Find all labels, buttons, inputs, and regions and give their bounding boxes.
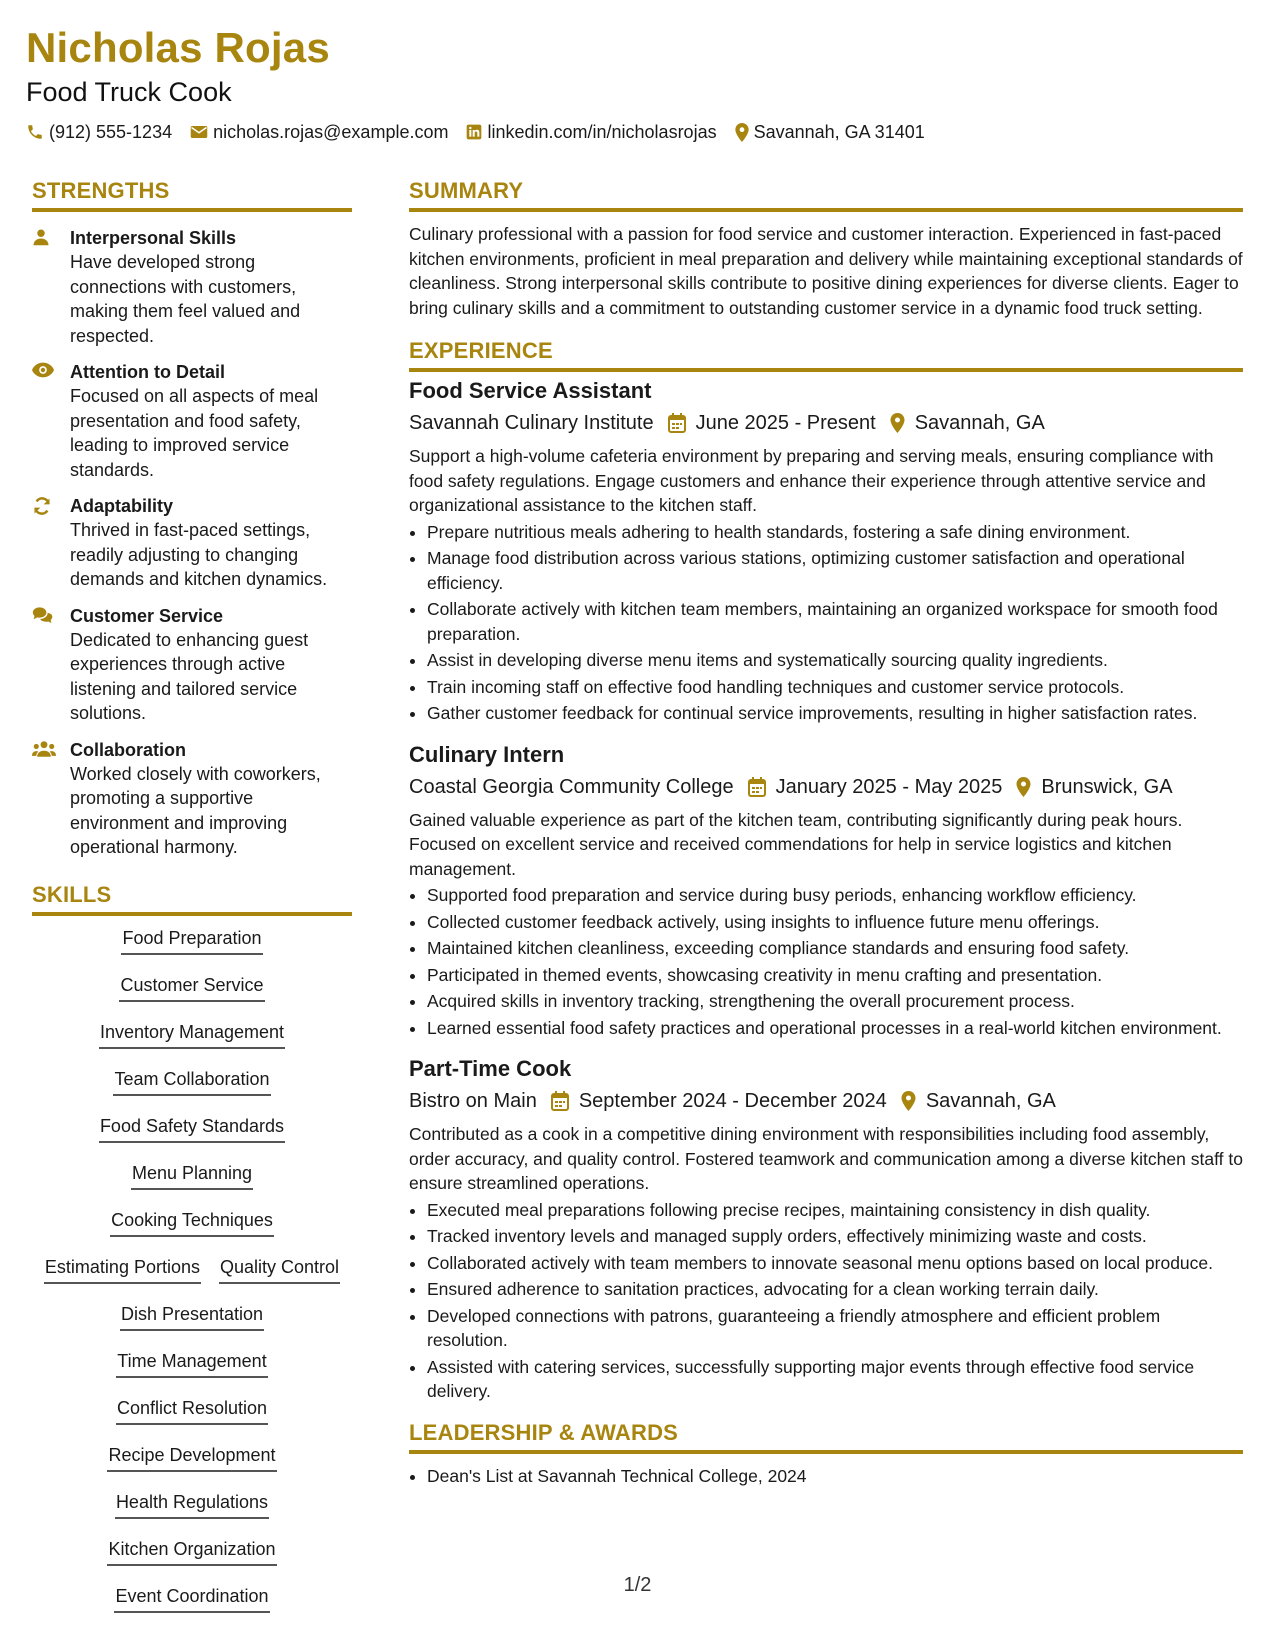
- summary-heading: SUMMARY: [409, 176, 1243, 212]
- skill-tag: Food Safety Standards: [99, 1114, 285, 1143]
- skill-tag: Estimating Portions: [44, 1255, 201, 1284]
- bullet-item: • Assisted with catering services, successfully supporting major events through effective food service delivery.: [427, 1355, 1243, 1404]
- job-location: Savannah, GA: [914, 412, 1045, 434]
- job-location: Brunswick, GA: [1041, 775, 1173, 798]
- job-entry: [409, 1054, 1243, 1404]
- bullet-item: • Maintained kitchen cleanliness, exceeding compliance standards and ensuring food safety.: [427, 936, 1243, 961]
- skills-heading: SKILLS: [32, 880, 352, 916]
- award-item: • Dean's List at Savannah Technical College, 2024: [427, 1464, 1243, 1489]
- strength-title: Attention to Detail: [70, 362, 225, 382]
- strength-item: [32, 494, 352, 592]
- contact-location: [735, 120, 925, 144]
- skill-tag: Recipe Development: [107, 1443, 276, 1472]
- summary-text: Culinary professional with a passion for food service and customer interaction. Experienced in fast-paced kitchen environments, proficient in meal preparation and delivery while maintaining exceptional standards of cleanliness. Strong interpersonal skills contribute to positive dining experiences for diverse clients. Eager to bring culinary skills and a commitment to outstanding customer service in a dynamic food truck setting.: [409, 224, 1243, 318]
- bullet-item: • Ensured adherence to sanitation practices, advocating for a clean working terrain daily.: [427, 1277, 1243, 1302]
- strengths-heading: STRENGTHS: [32, 176, 352, 212]
- contact-phone[interactable]: [26, 120, 172, 144]
- contact-email[interactable]: [190, 120, 448, 144]
- skill-tag: Inventory Management: [99, 1020, 285, 1049]
- bullet-item: • Manage food distribution across various stations, optimizing customer satisfaction and operational efficiency.: [427, 546, 1243, 595]
- bullet-item: • Gather customer feedback for continual service improvements, resulting in higher satisfaction rates.: [427, 701, 1243, 726]
- job-meta: [409, 1086, 1243, 1116]
- job-bullets: [409, 520, 1243, 726]
- location-pin-icon: [890, 413, 905, 433]
- bullet-item: • Acquired skills in inventory tracking, strengthening the overall procurement process.: [427, 989, 1243, 1014]
- bullet-item: • Supported food preparation and service during busy periods, enhancing workflow efficiency.: [427, 883, 1243, 908]
- skill-tag: Health Regulations: [115, 1490, 269, 1519]
- left-column: [32, 176, 352, 1631]
- strength-title: Adaptability: [70, 496, 174, 516]
- job-entry: [409, 376, 1243, 726]
- phone-text: (912) 555-1234: [49, 122, 173, 142]
- skill-tag: Time Management: [116, 1349, 267, 1378]
- job-dates: June 2025 - Present: [695, 412, 876, 434]
- strength-title: Collaboration: [70, 739, 186, 760]
- job-title: Part-Time Cook: [409, 1056, 572, 1081]
- job-bullets: [409, 883, 1243, 1040]
- bullet-item: • Tracked inventory levels and managed supply orders, effectively minimizing waste and costs.: [427, 1224, 1243, 1249]
- eye-icon: [32, 362, 54, 378]
- page-number: 1/2: [623, 1574, 652, 1596]
- strength-desc: Worked closely with coworkers, promoting a supportive environment and improving operational harmony.: [70, 763, 321, 857]
- candidate-name: Nicholas Rojas: [26, 24, 330, 71]
- email-text: nicholas.rojas@example.com: [213, 122, 449, 142]
- location-pin-icon: [735, 123, 749, 142]
- resume-header: [26, 22, 1246, 144]
- calendar-icon: [748, 777, 766, 797]
- leadership-list: [409, 1464, 1243, 1489]
- candidate-title: Food Truck Cook: [26, 77, 232, 107]
- user-icon: [32, 228, 50, 246]
- linkedin-text: linkedin.com/in/nicholasrojas: [487, 122, 717, 142]
- skills-list: [32, 926, 352, 1631]
- right-column: [409, 176, 1243, 1490]
- calendar-icon: [668, 413, 686, 433]
- bullet-item: • Collaborated actively with team members to innovate seasonal menu options based on local produce.: [427, 1251, 1243, 1276]
- skill-tag: Food Preparation: [121, 926, 262, 955]
- location-text: Savannah, GA 31401: [753, 122, 925, 142]
- contact-linkedin[interactable]: [466, 120, 716, 144]
- email-icon: [190, 124, 208, 140]
- users-icon: [32, 740, 56, 758]
- skill-tag: Dish Presentation: [120, 1302, 264, 1331]
- job-entry: [409, 740, 1243, 1041]
- job-description: Contributed as a cook in a competitive dining environment with responsibilities including food assembly, order accuracy, and quality control. Fostered teamwork and communication among a diverse kitchen staff to ensure streamlined operations.: [409, 1124, 1243, 1193]
- bullet-item: • Assist in developing diverse menu items and systematically sourcing quality ingredients.: [427, 648, 1243, 673]
- skill-tag: Event Coordination: [114, 1584, 269, 1613]
- strength-item: [32, 738, 352, 860]
- phone-icon: [26, 123, 44, 141]
- job-description: Support a high-volume cafeteria environment by preparing and serving meals, ensuring compliance with food safety regulations. Engage customers and enhance their experience through attentive service and organizational assistance to the kitchen staff.: [409, 446, 1214, 515]
- bullet-item: • Learned essential food safety practices and operational processes in a real-world kitchen environment.: [427, 1016, 1243, 1041]
- bullet-item: • Train incoming staff on effective food handling techniques and customer service protocols.: [427, 675, 1243, 700]
- job-meta: [409, 408, 1243, 438]
- skill-tag: Customer Service: [119, 973, 264, 1002]
- job-title: Culinary Intern: [409, 741, 565, 767]
- job-org: Savannah Culinary Institute: [409, 412, 654, 434]
- skill-tag: Cooking Techniques: [110, 1208, 274, 1237]
- calendar-icon: [551, 1091, 569, 1111]
- strength-item: [32, 604, 352, 726]
- job-dates: September 2024 - December 2024: [578, 1090, 887, 1112]
- bullet-item: • Prepare nutritious meals adhering to health standards, fostering a safe dining environment.: [427, 520, 1243, 545]
- skill-tag: Kitchen Organization: [107, 1537, 276, 1566]
- chat-icon: [32, 606, 54, 624]
- strength-desc: Dedicated to enhancing guest experiences through active listening and tailored service solutions.: [70, 629, 309, 723]
- bullet-item: • Collected customer feedback actively, using insights to influence future menu offerings.: [427, 910, 1243, 935]
- job-location: Savannah, GA: [925, 1090, 1056, 1112]
- skill-tag: Quality Control: [219, 1255, 340, 1284]
- job-org: Coastal Georgia Community College: [409, 775, 734, 798]
- job-meta: [409, 772, 1243, 802]
- bullet-item: • Developed connections with patrons, guaranteeing a friendly atmosphere and efficient problem resolution.: [427, 1304, 1243, 1353]
- skill-tag: Team Collaboration: [113, 1067, 270, 1096]
- bullet-item: • Participated in themed events, showcasing creativity in menu crafting and presentation.: [427, 963, 1243, 988]
- strength-item: [32, 360, 352, 482]
- experience-heading: EXPERIENCE: [409, 336, 1243, 372]
- job-title: Food Service Assistant: [409, 378, 652, 403]
- job-dates: January 2025 - May 2025: [775, 775, 1003, 798]
- refresh-icon: [32, 496, 52, 516]
- job-org: Bistro on Main: [409, 1090, 537, 1112]
- skill-tag: Menu Planning: [131, 1161, 253, 1190]
- contact-bar: [26, 120, 1246, 144]
- linkedin-icon: [466, 124, 482, 140]
- job-bullets: [409, 1198, 1243, 1404]
- bullet-item: • Collaborate actively with kitchen team members, maintaining an organized workspace for smooth food preparation.: [427, 597, 1243, 646]
- strength-desc: Focused on all aspects of meal presentation and food safety, leading to improved service standards.: [70, 386, 319, 480]
- strength-title: Interpersonal Skills: [70, 228, 237, 248]
- bullet-item: • Executed meal preparations following precise recipes, maintaining consistency in dish quality.: [427, 1198, 1243, 1223]
- job-description: Gained valuable experience as part of the kitchen team, contributing significantly during peak hours. Focused on excellent service and received commendations for help in service logistics and kitchen management.: [409, 809, 1183, 879]
- leadership-heading: LEADERSHIP & AWARDS: [409, 1418, 1243, 1454]
- skill-tag: Conflict Resolution: [116, 1396, 268, 1425]
- strength-item: [32, 226, 352, 348]
- strength-desc: Have developed strong connections with customers, making them feel valued and respected.: [70, 252, 301, 346]
- strength-desc: Thrived in fast-paced settings, readily adjusting to changing demands and kitchen dynamics.: [70, 520, 328, 589]
- strength-title: Customer Service: [70, 605, 224, 626]
- location-pin-icon: [1016, 777, 1031, 797]
- location-pin-icon: [901, 1091, 916, 1111]
